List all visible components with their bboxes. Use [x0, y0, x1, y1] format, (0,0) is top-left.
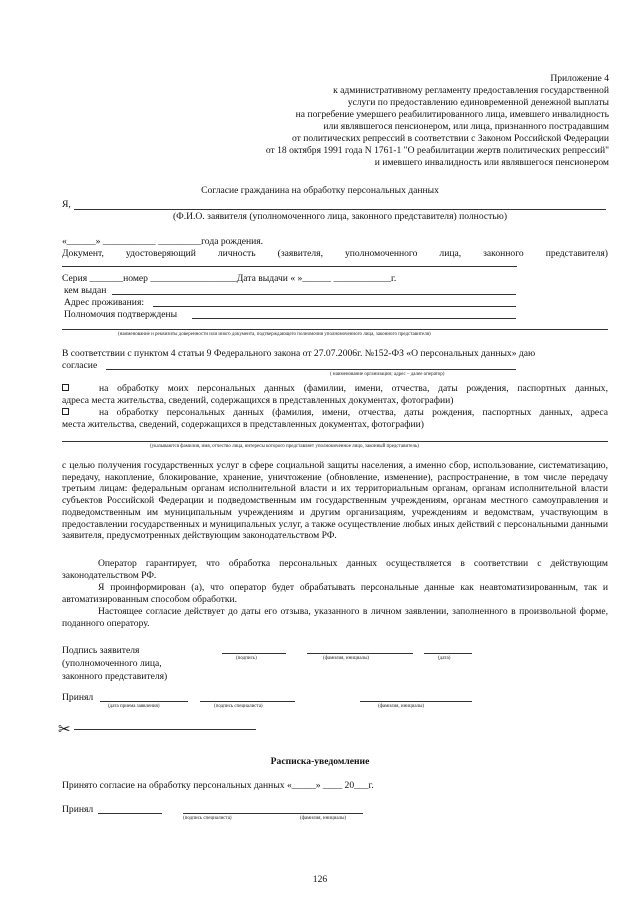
- option-1-line-1[interactable]: на обработку моих персональных данных (фамилии, имени, отчества, даты рождения, паспортных данных,: [62, 383, 608, 394]
- doc-word: уполномоченного: [345, 248, 418, 259]
- signature-field[interactable]: [222, 653, 286, 654]
- header-line: услуги по предоставлению единовременной денежной выплаты: [347, 97, 609, 108]
- checkbox-icon[interactable]: [62, 384, 69, 391]
- consent-title: Согласие гражданина на обработку персональных данных: [201, 185, 439, 196]
- agree-label: согласие: [62, 360, 98, 371]
- name-caption: (фамилия, инициалы): [323, 656, 370, 661]
- receipt-signature-caption: (подпись специалиста): [183, 816, 232, 821]
- doc-word: Документ,: [62, 248, 104, 259]
- accepted-signature-field[interactable]: [200, 701, 295, 702]
- authority-caption: (наименование и реквизиты доверенности или иного документа, подтверждающего полномочия уполномоченного лица, законного представителя): [118, 332, 431, 337]
- informed-paragraph: Я проинформирован (а), что оператор будет обрабатывать персональные данные как неавтоматизированным, так и автоматизированным способом обработки.: [62, 582, 608, 605]
- doc-word: личность: [217, 248, 256, 259]
- validity-paragraph: Настоящее согласие действует до даты его отзыва, указанного в личном заявлении, заполненного в произвольной форме, поданного оператору.: [62, 606, 608, 629]
- accepted-date-caption: (дата приема заявления): [108, 704, 160, 709]
- guarantee-paragraph: Оператор гарантирует, что обработка персональных данных осуществляется в соответствии с действующим законодательством РФ.: [62, 558, 608, 581]
- signature-caption: (подпись): [236, 656, 257, 661]
- receipt-signature-field[interactable]: [183, 813, 363, 814]
- doc-word: законного: [483, 248, 524, 259]
- address-line: [153, 306, 516, 307]
- issued-by-label: кем выдан: [64, 285, 107, 296]
- header-line: Приложение 4: [550, 73, 609, 84]
- receipt-accepted-label: Принял: [62, 804, 94, 815]
- header-line: к административному регламенту предоставления государственной: [333, 85, 609, 96]
- represented-line: [62, 441, 608, 442]
- operator-caption: ( наименование организации; адрес – далее оператор): [330, 372, 445, 377]
- receipt-name-caption: (фамилия, инициалы): [300, 816, 347, 821]
- accepted-label: Принял: [62, 692, 94, 703]
- accepted-signature-caption: (подпись специалиста): [214, 704, 263, 709]
- date-caption: (дата): [438, 656, 451, 661]
- accepted-name-caption: (фамилия, инициалы): [378, 704, 425, 709]
- date-field[interactable]: [424, 653, 472, 654]
- series-line: Серия _______номер __________________Дата выдачи « »______ ____________г.: [62, 273, 397, 284]
- name-field[interactable]: [307, 653, 413, 654]
- receipt-accepted-field[interactable]: [98, 813, 162, 814]
- authority-label: Полномочия подтверждены: [64, 309, 178, 320]
- operator-line: [106, 369, 516, 370]
- header-line: от 18 октября 1991 года N 1761-1 "О реабилитации жертв политических репрессий": [265, 145, 609, 156]
- birth-date-line: «______» ___________ _________года рождения.: [62, 236, 264, 247]
- issued-by-line: [112, 294, 516, 295]
- address-label: Адрес проживания:: [64, 297, 145, 308]
- purpose-paragraph: с целью получения государственных услуг в сфере социальной защиты населения, а именно сбор, использование, систематизацию, передачу, накопление, блокирование, хранение, уничтожение (обновление, изменение), распространение, в том числе передачу третьим лицам: федеральным органам исполнительной власти и их территориальным органам, органам исполнительной власти субъектов Российской Федерации и подведомственным им государственным учреждениям, органам местного самоуправления и подведомственным им муниципальным учреждениям и другим организациям, учреждениям и ведомствам, участвующим в предоставлении государственных и муниципальных услуг, а также осуществление любых иных действий с персональными данными заявителя, предусмотренных действующим законодательством РФ.: [62, 460, 608, 542]
- doc-word: представителя): [545, 248, 608, 259]
- header-line: от политических репрессий в соответствии с Законом Российской Федерации: [292, 133, 609, 144]
- authority-line-2: [62, 329, 608, 330]
- fio-caption: (Ф.И.О. заявителя (уполномоченного лица, законного представителя) полностью): [172, 211, 508, 222]
- receipt-accepted-line: Принято согласие на обработку персональных данных «_____» ____ 20___г.: [62, 780, 374, 791]
- receipt-title: Расписка-уведомление: [270, 756, 370, 767]
- header-line: и имевшего инвалидность или являвшегося пенсионером: [374, 157, 609, 168]
- accepted-name-field[interactable]: [360, 701, 472, 702]
- page-number: 126: [312, 874, 328, 885]
- checkbox-icon[interactable]: [62, 408, 69, 415]
- represented-caption: (указываются фамилия, имя, отчество лица, интересы которого представляет уполномоченное лицо, законный представитель): [150, 444, 419, 449]
- fio-line: [74, 209, 606, 210]
- header-line: или являвшегося пенсионером, или лица, признанного пострадавшим: [323, 121, 609, 132]
- doc-word: лица,: [439, 248, 462, 259]
- doc-word: (заявителя,: [277, 248, 323, 259]
- sign-label-3: законного представителя): [62, 671, 168, 682]
- accepted-date-field[interactable]: [100, 701, 188, 702]
- option-1-line-2: адреса места жительства, сведений, содержащихся в представленных документах, фотографии): [62, 395, 454, 406]
- document-line: [62, 248, 608, 259]
- doc-word: удостоверяющий: [125, 248, 196, 259]
- option-2-line-2: места жительства, сведений, содержащихся в представленных документах, фотографии): [62, 419, 424, 430]
- sign-label-2: (уполномоченного лица,: [62, 658, 162, 669]
- authority-line: [192, 318, 516, 319]
- option-2-line-1[interactable]: на обработку персональных данных (фамилия, имени, отчества, даты рождения, паспортных данных, адреса: [62, 407, 608, 418]
- law-line: В соответствии с пунктом 4 статьи 9 Федерального закона от 27.07.2006г. №152-ФЗ «О персональных данных» даю: [62, 348, 536, 359]
- scissors-icon: ✂: [58, 720, 71, 738]
- header-line: на погребение умершего реабилитированного лица, имевшего инвалидность: [295, 109, 609, 120]
- cut-line: [74, 729, 256, 730]
- sign-label-1: Подпись заявителя: [62, 645, 140, 656]
- i-label: Я,: [62, 199, 71, 210]
- document-underline: [62, 266, 517, 267]
